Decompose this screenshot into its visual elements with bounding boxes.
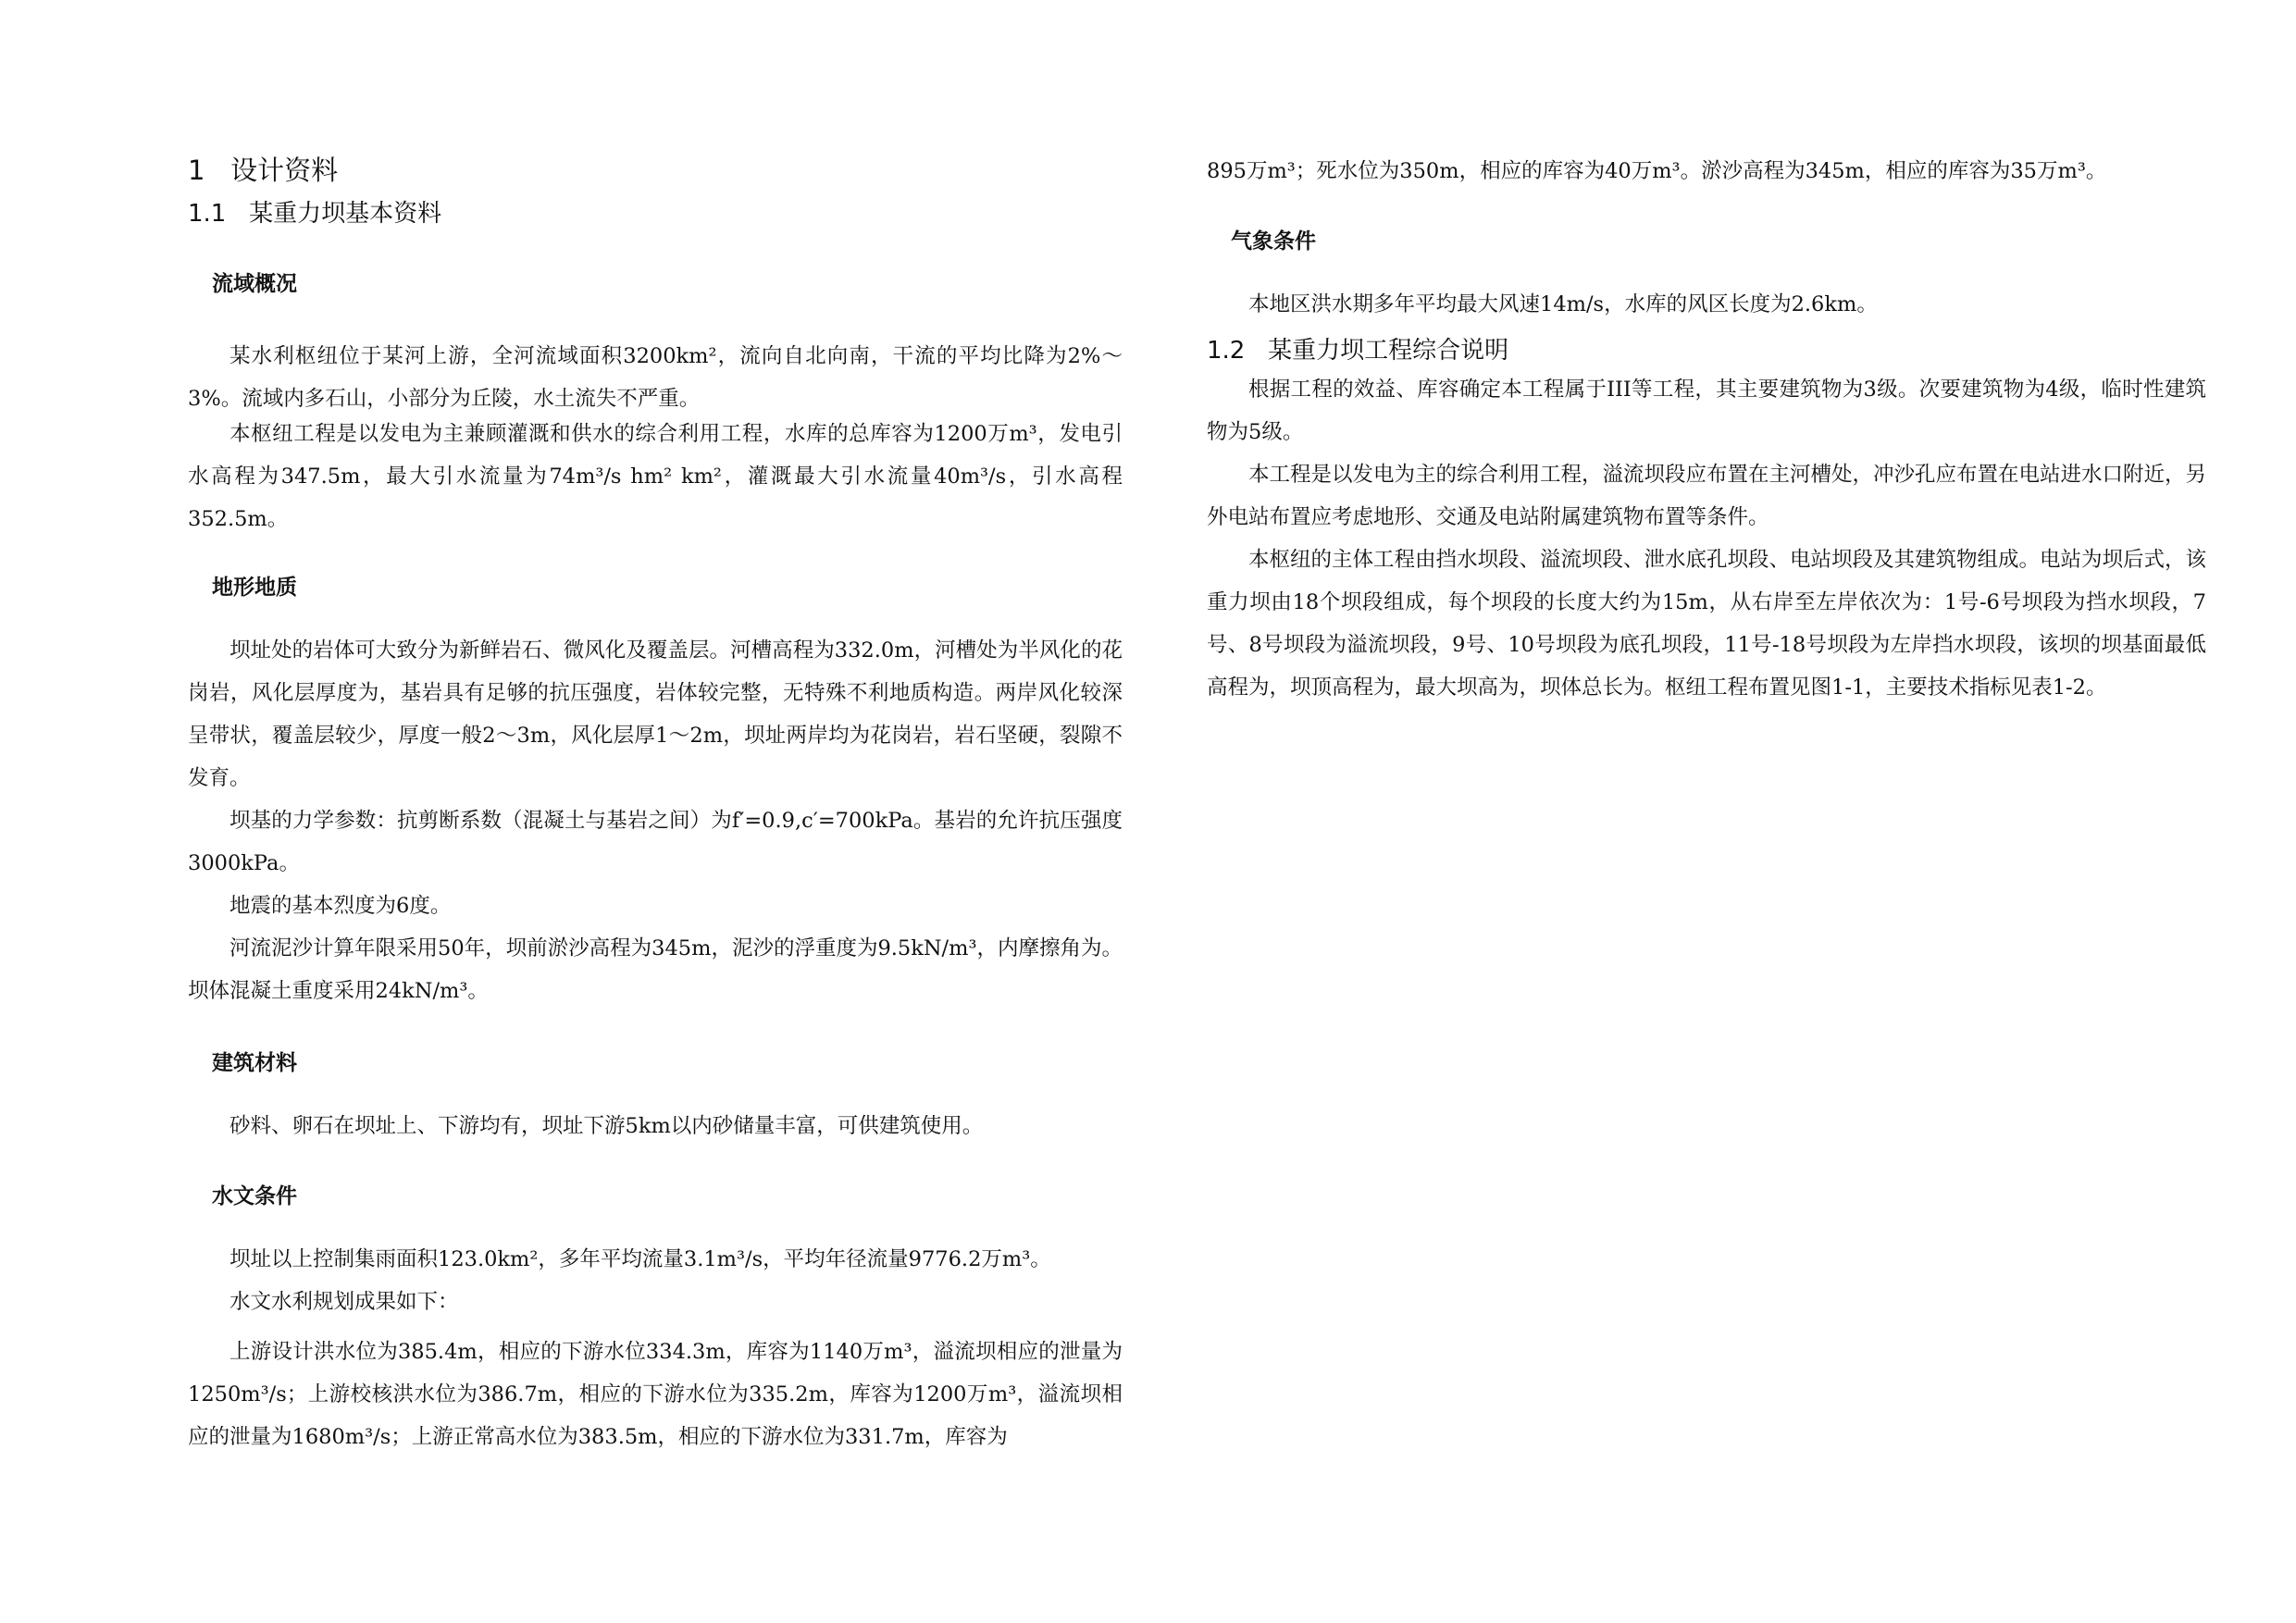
paragraph-shuiwen-3: 上游设计洪水位为385.4m，相应的下游水位334.3m，库容为1140万m³，溢流坝相应的泄量为1250m³/s；上游校核洪水位为386.7m，相应的下游水位为335.2m，库容为1200万m³，溢流坝相应的泄量为1680m³/s；上游正常高水位为383.5m，相应的下游水位为331.7m，库容为 (188, 1340, 1123, 1449)
subsection-heading-jianzhu: 建筑材料 (212, 1051, 297, 1075)
paragraph-dixing-3: 地震的基本烈度为6度。 (230, 894, 452, 918)
paragraph-zonghe-2: 本工程是以发电为主的综合利用工程，溢流坝段应布置在主河槽处，冲沙孔应布置在电站进水口附近，另外电站布置应考虑地形、交通及电站附属建筑物布置等条件。 (1207, 463, 2207, 529)
paragraph-zonghe-1: 根据工程的效益、库容确定本工程属于III等工程，其主要建筑物为3级。次要建筑物为4级，临时性建筑物为5级。 (1207, 378, 2206, 444)
paragraph-dixing-2: 坝基的力学参数：抗剪断系数（混凝土与基岩之间）为f′=0.9,c′=700kPa。基岩的允许抗压强度3000kPa。 (188, 809, 1123, 875)
paragraph-qixiang-1: 本地区洪水期多年平均最大风速14m/s，水库的风区长度为2.6km。 (1248, 292, 1878, 316)
section-heading-1-1: 1.1 某重力坝基本资料 (188, 200, 442, 228)
paragraph-shuiwen-1: 坝址以上控制集雨面积123.0km²，多年平均流量3.1m³/s，平均年径流量9776.2万m³。 (230, 1247, 1051, 1271)
section-heading-1-2: 1.2 某重力坝工程综合说明 (1207, 337, 1509, 365)
chapter-heading: 1 设计资料 (188, 155, 339, 186)
subsection-heading-liuyu: 流域概况 (212, 272, 297, 296)
paragraph-zonghe-3: 本枢纽的主体工程由挡水坝段、溢流坝段、泄水底孔坝段、电站坝段及其建筑物组成。电站为坝后式，该重力坝由18个坝段组成，每个坝段的长度大约为15m，从右岸至左岸依次为：1号-6号坝段为挡水坝段，7号、8号坝段为溢流坝段，9号、10号坝段为底孔坝段，11号-18号坝段为左岸挡水坝段，该坝的坝基面最低高程为，坝顶高程为，最大坝高为，坝体总长为。枢纽工程布置见图1-1，主要技术指标见表1-2。 (1207, 548, 2207, 700)
paragraph-dixing-1: 坝址处的岩体可大致分为新鲜岩石、微风化及覆盖层。河槽高程为332.0m，河槽处为半风化的花岗岩，风化层厚度为，基岩具有足够的抗压强度，岩体较完整，无特殊不利地质构造。两岸风化较深呈带状，覆盖层较少，厚度一般2～3m，风化层厚1～2m，坝址两岸均为花岗岩，岩石坚硬，裂隙不发育。 (188, 638, 1123, 790)
subsection-heading-dixing: 地形地质 (212, 576, 297, 600)
subsection-heading-qixiang: 气象条件 (1231, 229, 1316, 254)
subsection-heading-shuiwen: 水文条件 (212, 1184, 297, 1208)
paragraph-shuiwen-2: 水文水利规划成果如下： (230, 1290, 459, 1314)
paragraph-continuation: 895万m³；死水位为350m，相应的库容为40万m³。淤沙高程为345m，相应的库容为35万m³。 (1207, 159, 2107, 183)
paragraph-liuyu-1: 某水利枢纽位于某河上游，全河流域面积3200km²，流向自北向南，干流的平均比降为2%～3%。流域内多石山，小部分为丘陵，水土流失不严重。 (188, 344, 1123, 411)
paragraph-liuyu-2: 本枢纽工程是以发电为主兼顾灌溉和供水的综合利用工程，水库的总库容为1200万m³，发电引水高程为347.5m，最大引水流量为74m³/s hm² km²，灌溉最大引水流量40m³/s，引水高程352.5m。 (188, 422, 1123, 531)
paragraph-jianzhu-1: 砂料、卵石在坝址上、下游均有，坝址下游5km以内砂储量丰富，可供建筑使用。 (230, 1114, 984, 1138)
paragraph-dixing-4: 河流泥沙计算年限采用50年，坝前淤沙高程为345m，泥沙的浮重度为9.5kN/m³，内摩擦角为。坝体混凝土重度采用24kN/m³。 (188, 936, 1123, 1003)
